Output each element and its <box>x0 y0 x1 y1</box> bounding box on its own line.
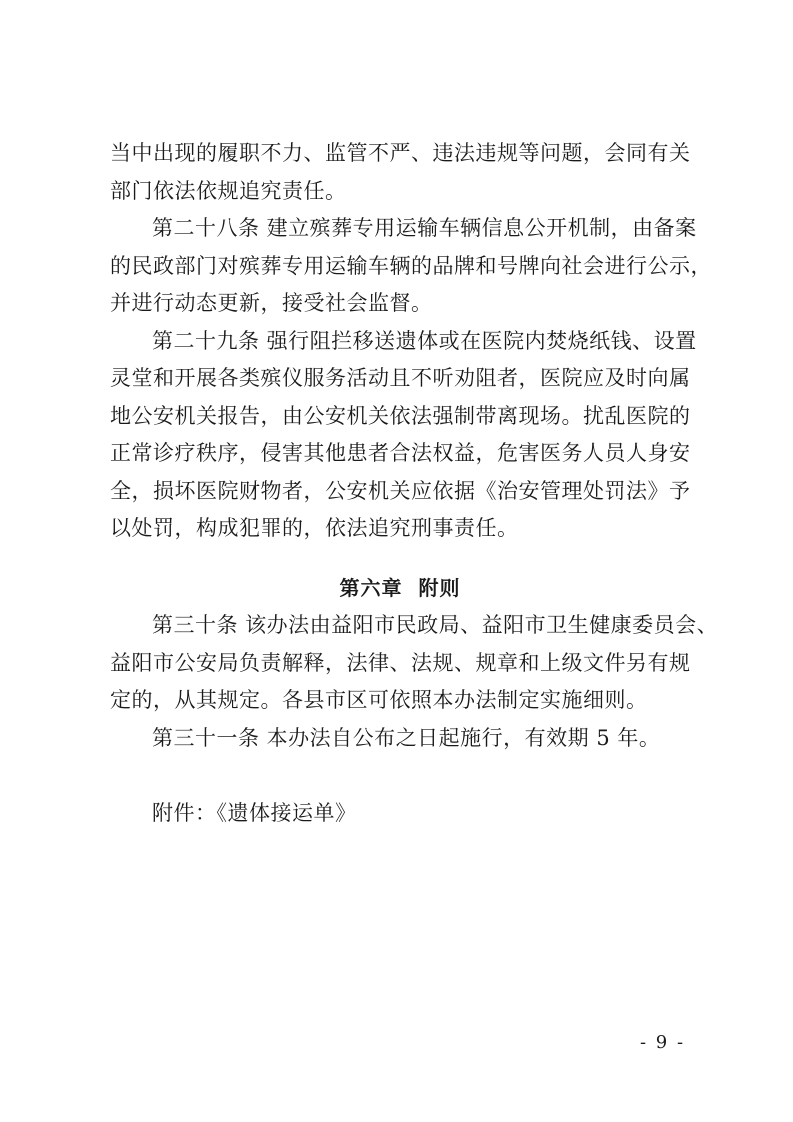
spacer <box>110 757 690 795</box>
article-29-line-2: 灵堂和开展各类殡仪服务活动且不听劝阻者，医院应及时向属 <box>110 366 691 390</box>
article-27-continuation-line-1: 当中出现的履职不力、监管不严、违法违规等问题，会同有关 <box>110 141 691 165</box>
chapter-heading: 第六章 附则 <box>339 575 461 600</box>
article-29-line-6: 以处罚，构成犯罪的，依法追究刑事责任。 <box>110 516 519 540</box>
article-30-line-3: 定的，从其规定。各县市区可依照本办法制定实施细则。 <box>110 688 648 712</box>
article-30-line-1: 第三十条 该办法由益阳市民政局、益阳市卫生健康委员会、 <box>152 613 719 637</box>
article-29-line-5: 全，损坏医院财物者，公安机关应依据《治安管理处罚法》予 <box>110 478 691 503</box>
document-body <box>110 135 719 833</box>
spacer <box>110 548 690 570</box>
article-29-line-3: 地公安机关报告，由公安机关依法强制带离现场。扰乱医院的 <box>110 403 691 428</box>
article-28-line-2: 的民政部门对殡葬专用运输车辆的品牌和号牌向社会进行公示， <box>110 253 712 278</box>
page-number: - 9 - <box>640 1032 686 1053</box>
article-31-line-1: 第三十一条 本办法自公布之日起施行，有效期 5 年。 <box>152 725 661 750</box>
article-29-line-1: 第二十九条 强行阻拦移送遗体或在医院内焚烧纸钱、设置 <box>152 328 697 353</box>
article-30-line-2: 益阳市公安局负责解释，法律、法规、规章和上级文件另有规 <box>110 650 691 675</box>
article-27-continuation-line-2: 部门依法依规追究责任。 <box>110 178 347 203</box>
article-28-line-1: 第二十八条 建立殡葬专用运输车辆信息公开机制，由备案 <box>152 216 697 240</box>
attachment-note: 附件：《遗体接运单》 <box>152 801 357 825</box>
article-28-line-3: 并进行动态更新，接受社会监督。 <box>110 291 433 315</box>
article-29-line-4: 正常诊疗秩序，侵害其他患者合法权益，危害医务人员人身安 <box>110 441 691 465</box>
